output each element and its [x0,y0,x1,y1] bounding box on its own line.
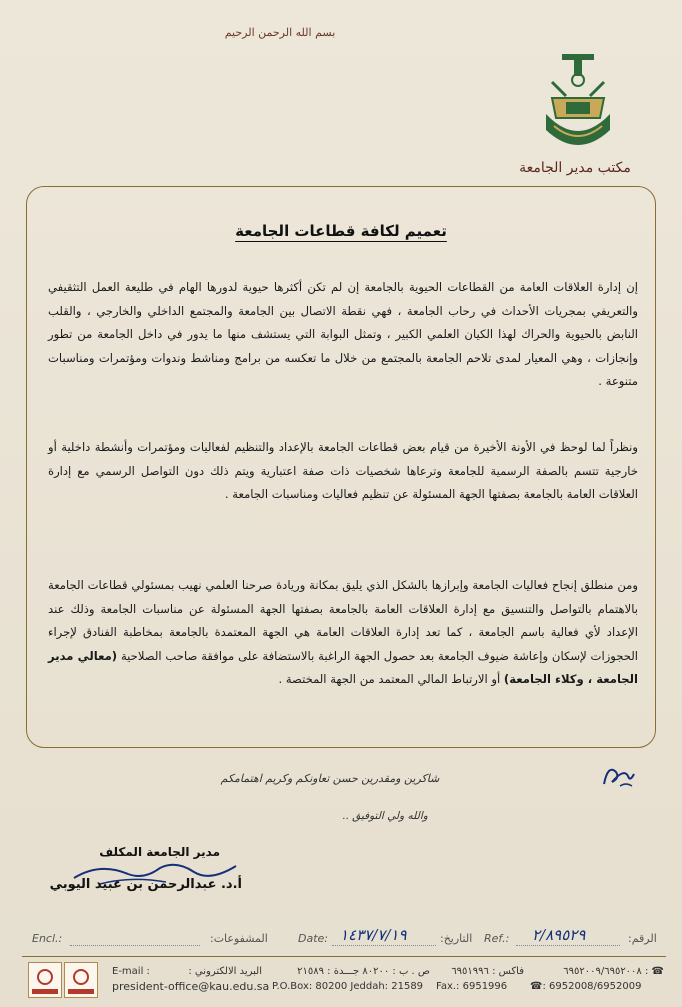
date-value: ١٤٣٧/٧/١٩ [340,926,407,944]
ref-label-ar: الرقم: [628,932,657,945]
contact-pobox-block [272,964,430,994]
date-label-ar: التاريخ: [440,932,473,945]
university-logo-icon [540,52,616,160]
certification-badge-icon [28,962,62,998]
pobox-en: P.O.Box: 80200 Jeddah: 21589 [272,981,424,992]
closing-thanks: شاكرين ومقدرين حسن تعاونكم وكريم اهتمامكم [220,772,440,785]
email-address[interactable]: president-office@kau.edu.sa [112,980,270,993]
basmala: بسم الله الرحمن الرحيم [224,26,336,39]
email-label-en: E-mail : [112,966,150,977]
contact-email-block [112,964,270,994]
handwritten-initial-icon [598,756,638,792]
memo-paragraph-3-end: أو الارتباط المالي المعتمد من الجهة المختصة . [278,672,501,686]
memo-paragraph-1: إن إدارة العلاقات العامة من القطاعات الحيوية بالجامعة إن لم تكن أكثرها حيوية لدورها الهام في طليعة العمل التثقيفي والتعريفي بمجريات الأحداث في رحاب الجامعة ، فهي نقطة الاتصال بين الجامعة والمجتمع الداخلي والخارجي ، والقلب النابض بالحيوية والحراك لهذا الكيان العلمي الكبير ، وتمثل البوابة التي يستشف منها ما يدور في داخل الجامعة من تطور وإنجازات ، وهي المعيار لمدى تلاحم الجامعة بالمجتمع من خلال ما تعكسه من برامج ومناشط وندوات ومؤتمرات ومناسبات متنوعة . [48,280,638,388]
quality-badge-icon [64,962,98,998]
tel-en: ☎: 6952008/6952009 [530,981,642,992]
memo-paragraph-3-authorities: (معالي مدير الجامعة ، وكلاء الجامعة) [48,648,638,686]
ref-label-en: Ref.: [484,932,510,945]
contact-tel-block [530,964,664,994]
memo-paragraph-3 [48,574,638,692]
fax-en: Fax.: 6951996 [436,981,508,992]
encl-label-en: Encl.: [32,932,63,945]
office-title: مكتب مدير الجامعة [519,160,631,176]
signatory-name: أ.د. عبدالرحمن بن عبيد اليوبي [49,877,242,892]
closing-prayer: والله ولي التوفيق .. [342,810,428,822]
memo-paragraph-2: ونظراً لما لوحظ في الأونة الأخيرة من قيام بعض قطاعات الجامعة بالإعداد والتنظيم لفعاليات ومؤتمرات وأنشطة داخلية أو خارجية تتسم بالصفة الرسمية للجامعة وترعاها شخصيات ذات صفة اعتبارية ويتم ذلك دون التواصل الرسمي مع إدارة العلاقات العامة بالجامعة بصفتها الجهة المسئولة عن تنظيم فعاليات ومناسبات الجامعة . [48,440,638,501]
reference-row [28,926,664,952]
encl-label-ar: المشفوعات: [210,932,268,945]
contact-fax-block [436,964,524,994]
signatory-role: مدير الجامعة المكلف [99,845,220,859]
ref-value: ٢/٨٩٥٢٩ [532,926,586,944]
tel-ar: ☎ : ٦٩٥٢٠٠٩/٦٩٥٢٠٠٨ [563,966,664,977]
pobox-ar: ص . ب : ٨٠٢٠٠ جـــدة : ٢١٥٨٩ [297,966,430,977]
memo-paragraph-3-main: ومن منطلق إنجاح فعاليات الجامعة وإبرازها بالشكل الذي يليق بمكانة وريادة صرحنا العلمي نهيب بمسئولي قطاعات الجامعة بالاهتمام بالتواصل والتنسيق مع إدارة العلاقات العامة بالجامعة بصفتها الجهة المسئولة عن مناسبات الجامعة وذلك عند الإعداد لأي فعالية باسم الجامعة ، كما تعد إدارة العلاقات العامة هي الجهة المعتمدة بالجامعة بمخاطبة الفنادق لإجراء الحجوزات لإسكان وإعاشة ضيوف الجامعة بعد حصول الجهة الراغبة بالاستضافة على موافقة صاحب الصلاحية [48,578,639,663]
footer-divider [22,956,666,957]
memo-title: تعميم لكافة قطاعات الجامعة [235,222,447,240]
fax-ar: فاكس : ٦٩٥١٩٩٦ [451,966,524,977]
date-label-en: Date: [298,932,328,945]
email-label-ar: البريد الالكتروني : [188,966,262,977]
